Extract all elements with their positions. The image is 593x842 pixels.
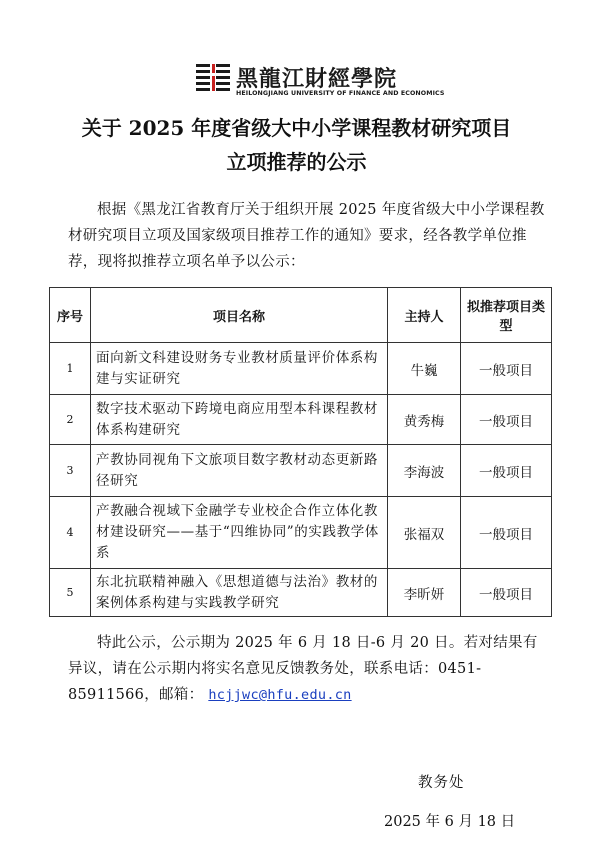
table-row: [50, 497, 552, 569]
project-table: [49, 287, 552, 617]
row-num: 1: [50, 343, 91, 395]
notice-text: 特此公示，公示期为 2025 年 6 月 18 日-6 月 20 日。若对结果有异议，请在公示期内将实名意见反馈教务处，联系电话：0451-85911566，邮箱：: [68, 635, 538, 703]
row-num: 5: [50, 569, 91, 617]
header-type-label: 拟推荐项目类型: [466, 300, 545, 334]
row-type: 一般项目: [461, 343, 552, 395]
notice-paragraph: [68, 630, 546, 708]
row-type: 一般项目: [461, 497, 552, 569]
row-num: 2: [50, 395, 91, 445]
table-header-row: [50, 288, 552, 343]
email-link[interactable]: hcjjwc@hfu.edu.cn: [208, 687, 352, 703]
header-num: 序号: [50, 288, 91, 343]
table-row: [50, 343, 552, 395]
table-row: [50, 395, 552, 445]
header-host: 主持人: [388, 288, 461, 343]
row-project-name: 数字技术驱动下跨境电商应用型本科课程教材体系构建研究: [91, 395, 388, 445]
header-name: 项目名称: [91, 288, 388, 343]
row-num: 3: [50, 445, 91, 497]
university-emblem-icon: [196, 62, 230, 98]
row-num: 4: [50, 497, 91, 569]
signature-date: 2025 年 6 月 18 日: [384, 814, 516, 830]
table-row: [50, 569, 552, 617]
page-title-line-2: 立项推荐的公示: [226, 150, 367, 174]
row-host: 张福双: [388, 497, 461, 569]
row-project-name: 产教融合视域下金融学专业校企合作立体化教材建设研究——基于“四维协同”的实践教学体系: [91, 497, 388, 569]
row-host: 李海波: [388, 445, 461, 497]
table-row: [50, 445, 552, 497]
row-project-name: 面向新文科建设财务专业教材质量评价体系构建与实证研究: [91, 343, 388, 395]
page-title-line-1: 关于 2025 年度省级大中小学课程教材研究项目: [81, 116, 512, 140]
logo-chinese-name: 黑龍江財經學院: [236, 66, 398, 92]
logo-english-name: HEILONGJIANG UNIVERSITY OF FINANCE AND ECONOMICS: [236, 90, 445, 97]
row-type: 一般项目: [461, 395, 552, 445]
row-host: 牛巍: [388, 343, 461, 395]
row-project-name: 产教协同视角下文旅项目数字教材动态更新路径研究: [91, 445, 388, 497]
header-type: [461, 288, 552, 343]
university-logo: [196, 62, 445, 102]
row-type: 一般项目: [461, 445, 552, 497]
row-host: 黄秀梅: [388, 395, 461, 445]
row-project-name: 东北抗联精神融入《思想道德与法治》教材的案例体系构建与实践教学研究: [91, 569, 388, 617]
signature-office: 教务处: [418, 775, 465, 791]
intro-paragraph: 根据《黑龙江省教育厅关于组织开展 2025 年度省级大中小学课程教材研究项目立项及国家级项目推荐工作的通知》要求，经各教学单位推荐，现将拟推荐立项名单予以公示：: [68, 202, 545, 270]
row-host: 李昕妍: [388, 569, 461, 617]
row-type: 一般项目: [461, 569, 552, 617]
